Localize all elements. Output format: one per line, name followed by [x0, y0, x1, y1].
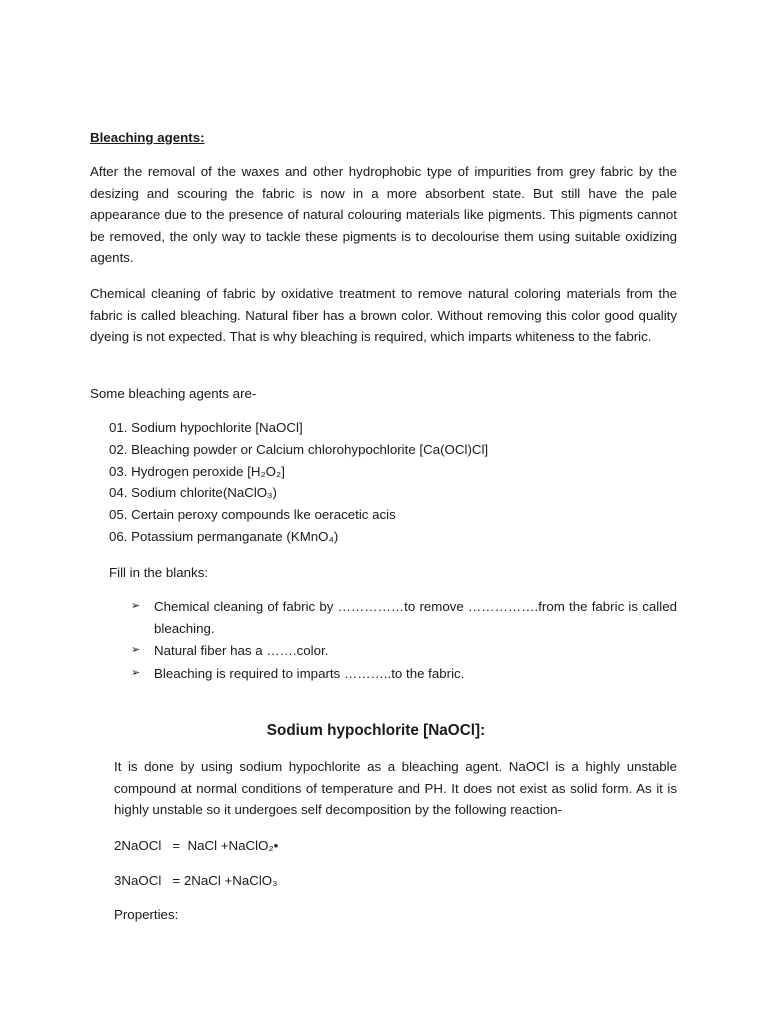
agents-list — [109, 417, 488, 548]
list-item: 03. Hydrogen peroxide [H₂O₂] — [109, 463, 285, 479]
blanks-list — [131, 596, 677, 685]
equation: 3NaOCl = 2NaCl +NaClO₃ — [114, 873, 278, 888]
list-item: 06. Potassium permanganate (KMnO₄) — [109, 528, 339, 544]
properties-label: Properties: — [114, 907, 179, 922]
paragraph-intro: After the removal of the waxes and other hydrophobic type of impurities from grey fabric by the desizing and scouring the fabric is now in a more absorbent state. But still have the pale appearance due to the presence of natural colouring materials like pigments. This pigments cannot be removed, the only way to tackle these pigments is to decolourise them using suitable oxidizing agents. — [90, 164, 677, 265]
arrow-bullet-icon: ➢ — [131, 666, 141, 679]
paragraph-definition: Chemical cleaning of fabric by oxidative treatment to remove natural coloring materials from the fabric is called bleaching. Natural fiber has a brown color. Without removing this color good quality dyeing is not expected. That is why bleaching is required, which imparts whiteness to the fabric. — [90, 286, 677, 344]
list-item: 04. Sodium chlorite(NaClO₃) — [109, 485, 277, 501]
paragraph-sodium-hypochlorite: It is done by using sodium hypochlorite as a bleaching agent. NaOCl is a highly unstable compound at normal conditions of temperature and PH. It does not exist as solid form. As it is highly unstable so it undergoes self decomposition by the following reaction- — [114, 759, 677, 817]
list-item: 05. Certain peroxy compounds lke oeracetic acis — [109, 507, 396, 523]
arrow-bullet-icon: ➢ — [131, 600, 141, 612]
list-item — [131, 596, 677, 639]
arrow-bullet-icon: ➢ — [131, 644, 141, 656]
list-item: 02. Bleaching powder or Calcium chlorohypochlorite [Ca(OCl)Cl] — [109, 441, 489, 457]
blank-text: Chemical cleaning of fabric by ……………to remove …………….from the fabric is called bleaching. — [154, 599, 677, 636]
list-item: 01. Sodium hypochlorite [NaOCl] — [109, 420, 303, 435]
section-title-sodium-hypochlorite: Sodium hypochlorite [NaOCl]: — [266, 722, 486, 739]
list-item — [131, 640, 677, 662]
equation: 2NaOCl = NaCl +NaClO₂• — [114, 838, 279, 853]
list-item — [131, 663, 677, 685]
heading-bleaching-agents: Bleaching agents: — [90, 130, 205, 145]
blank-text: Natural fiber has a …….color. — [154, 643, 329, 658]
paragraph-agents-intro: Some bleaching agents are- — [90, 386, 257, 401]
blank-text: Bleaching is required to imparts ………..to the fabric. — [154, 665, 465, 681]
fill-in-blanks-label: Fill in the blanks: — [109, 565, 209, 580]
